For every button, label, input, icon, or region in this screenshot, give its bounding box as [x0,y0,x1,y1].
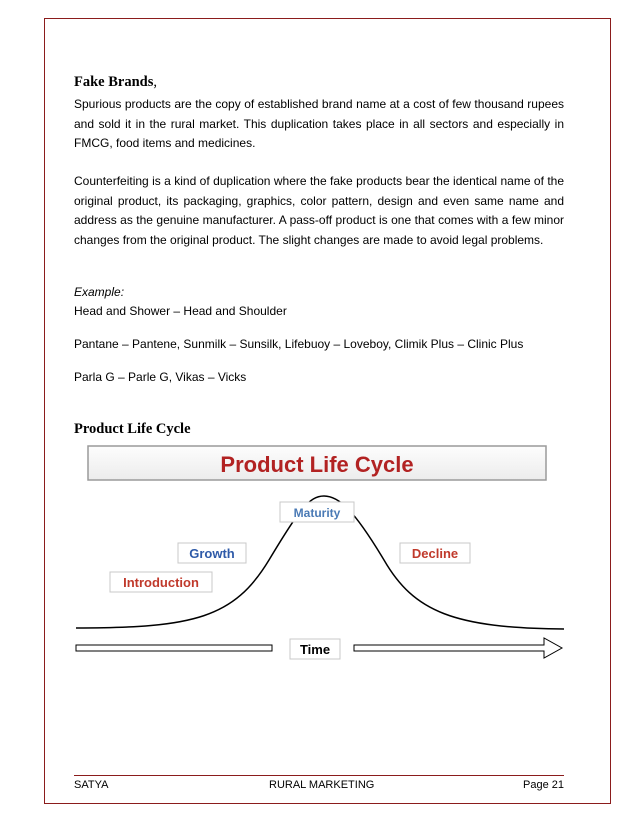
footer-author: SATYA [74,779,109,791]
plc-heading: Product Life Cycle [74,421,191,437]
product-life-cycle-diagram [74,440,574,670]
introduction-label: Introduction [123,575,199,590]
fake-brands-paragraph-2: Counterfeiting is a kind of duplication where the fake products bear the identical name of the original product, its packaging, graphics, color pattern, design and even same name and address as the genuine manufacturer. A pass-off product is one that comes with a few minor changes from the original product. The slight changes are made to avoid legal problems. [74,174,564,248]
time-arrow-right-shaft [354,638,562,658]
maturity-label: Maturity [293,506,341,520]
example-label: Example: [74,285,125,299]
time-label: Time [299,642,331,657]
page-footer [74,775,564,794]
diagram-title: Product Life Cycle [220,452,414,477]
footer-title: RURAL MARKETING [269,779,375,791]
example-line-2: Pantane – Pantene, Sunmilk – Sunsilk, Lifebuoy – Loveboy, Climik Plus – Clinic Plus [74,337,524,351]
fake-brands-heading: Fake Brands, [74,74,157,90]
example-line-3: Parla G – Parle G, Vikas – Vicks [74,370,247,384]
decline-label: Decline [411,546,459,561]
footer-page-number: Page 21 [523,779,564,791]
time-arrow-left-shaft [76,645,272,651]
fake-brands-paragraph-1: Spurious products are the copy of established brand name at a cost of few thousand rupees and sold it in the rural market. This duplication takes place in all sectors and especially in FMCG, food items and medicines. [74,97,564,151]
example-line-1: Head and Shower – Head and Shoulder [74,304,287,318]
growth-label: Growth [189,546,235,561]
